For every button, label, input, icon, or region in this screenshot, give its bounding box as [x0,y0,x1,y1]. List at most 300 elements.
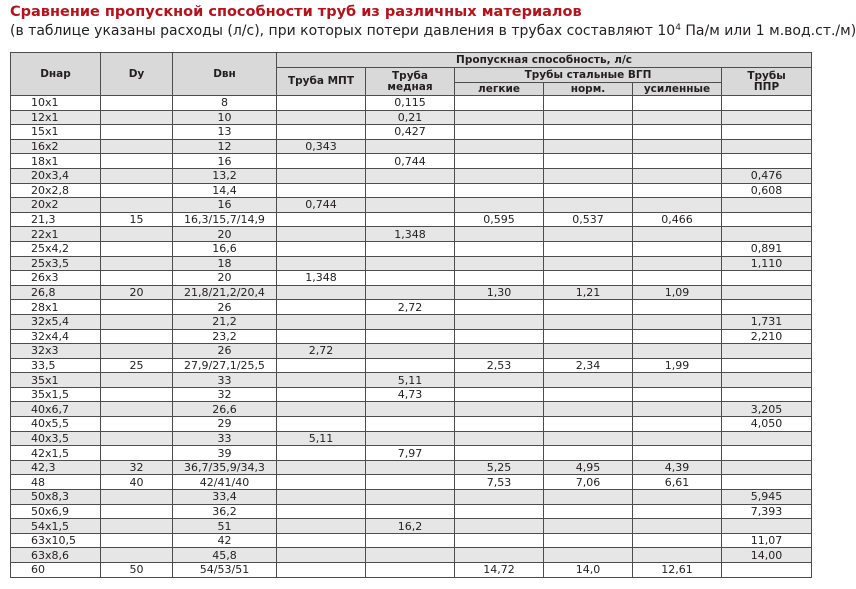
cell-d-nar: 42x1,5 [11,446,101,461]
cell-steel-reinforced [633,490,722,505]
cell-steel-reinforced [633,504,722,519]
cell-copper [366,139,455,154]
cell-d-nar: 42,3 [11,460,101,475]
cell-d-u [101,431,173,446]
cell-steel-norm [544,344,633,359]
cell-steel-norm [544,139,633,154]
cell-d-nar: 60 [11,563,101,578]
subtitle-text-end: Па/м или 1 м.вод.ст./м) [680,23,856,39]
cell-ppr: 0,608 [722,183,812,198]
cell-d-vn: 39 [173,446,277,461]
cell-mpt [277,563,366,578]
cell-steel-reinforced [633,183,722,198]
cell-ppr [722,344,812,359]
cell-steel-norm [544,504,633,519]
cell-ppr [722,96,812,111]
cell-ppr [722,387,812,402]
cell-steel-reinforced [633,519,722,534]
cell-ppr [722,285,812,300]
cell-d-u [101,256,173,271]
subtitle-exponent: 4 [675,23,681,33]
cell-ppr: 14,00 [722,548,812,563]
table-row [11,490,812,505]
cell-d-u [101,271,173,286]
cell-steel-norm [544,168,633,183]
cell-d-u [101,402,173,417]
cell-steel-reinforced [633,227,722,242]
cell-d-u [101,125,173,140]
table-row [11,446,812,461]
cell-steel-norm [544,548,633,563]
cell-d-nar: 40x3,5 [11,431,101,446]
cell-d-nar: 50x8,3 [11,490,101,505]
header-d-vn: Dвн [173,53,277,96]
table-row [11,402,812,417]
cell-d-vn: 32 [173,387,277,402]
cell-copper: 0,115 [366,96,455,111]
cell-steel-norm [544,256,633,271]
cell-mpt [277,125,366,140]
table-row [11,329,812,344]
header-steel: Трубы стальные ВГП [455,68,722,83]
cell-steel-reinforced [633,154,722,169]
cell-steel-norm [544,446,633,461]
cell-copper [366,504,455,519]
cell-steel-norm: 0,537 [544,212,633,227]
cell-ppr: 1,110 [722,256,812,271]
cell-steel-norm [544,373,633,388]
cell-mpt [277,519,366,534]
cell-mpt: 0,744 [277,198,366,213]
cell-steel-norm [544,227,633,242]
cell-steel-light [455,490,544,505]
cell-d-nar: 28x1 [11,300,101,315]
cell-steel-norm: 7,06 [544,475,633,490]
table-row [11,139,812,154]
cell-ppr: 5,945 [722,490,812,505]
cell-ppr [722,373,812,388]
cell-d-nar: 15x1 [11,125,101,140]
cell-ppr: 2,210 [722,329,812,344]
table-row [11,227,812,242]
header-ppr-line2: ППР [753,80,780,93]
table-row [11,344,812,359]
cell-mpt [277,314,366,329]
cell-d-u [101,344,173,359]
header-copper-line2: медная [387,80,433,93]
cell-copper: 0,744 [366,154,455,169]
cell-mpt [277,387,366,402]
cell-copper: 0,427 [366,125,455,140]
cell-steel-reinforced [633,271,722,286]
cell-mpt: 5,11 [277,431,366,446]
cell-ppr [722,139,812,154]
cell-d-u [101,241,173,256]
cell-copper: 7,97 [366,446,455,461]
cell-d-vn: 45,8 [173,548,277,563]
cell-copper: 2,72 [366,300,455,315]
cell-ppr [722,446,812,461]
cell-d-u [101,300,173,315]
cell-d-nar: 20x2,8 [11,183,101,198]
cell-d-vn: 26,6 [173,402,277,417]
cell-copper [366,402,455,417]
cell-steel-norm [544,533,633,548]
cell-copper: 4,73 [366,387,455,402]
cell-steel-light [455,417,544,432]
cell-mpt [277,475,366,490]
cell-d-vn: 42/41/40 [173,475,277,490]
cell-d-u [101,154,173,169]
cell-steel-reinforced [633,241,722,256]
cell-d-u [101,198,173,213]
cell-mpt: 0,343 [277,139,366,154]
cell-copper [366,285,455,300]
cell-steel-norm: 4,95 [544,460,633,475]
cell-ppr [722,431,812,446]
header-d-u: Dy [101,53,173,96]
cell-d-nar: 48 [11,475,101,490]
cell-mpt [277,358,366,373]
cell-d-u [101,96,173,111]
cell-d-vn: 21,2 [173,314,277,329]
cell-d-vn: 26 [173,300,277,315]
cell-d-u [101,110,173,125]
cell-d-u [101,139,173,154]
cell-d-vn: 23,2 [173,329,277,344]
cell-ppr: 7,393 [722,504,812,519]
table-row [11,154,812,169]
cell-steel-reinforced [633,125,722,140]
cell-steel-light [455,387,544,402]
cell-mpt [277,256,366,271]
cell-d-vn: 27,9/27,1/25,5 [173,358,277,373]
cell-steel-reinforced [633,387,722,402]
table-row [11,125,812,140]
cell-d-vn: 16 [173,198,277,213]
cell-d-vn: 10 [173,110,277,125]
cell-d-vn: 51 [173,519,277,534]
cell-d-nar: 12x1 [11,110,101,125]
cell-mpt [277,183,366,198]
cell-steel-reinforced [633,431,722,446]
header-mpt: Труба МПТ [277,68,366,96]
cell-mpt: 1,348 [277,271,366,286]
cell-steel-light [455,300,544,315]
cell-mpt [277,154,366,169]
table-row [11,563,812,578]
cell-mpt [277,460,366,475]
cell-steel-reinforced [633,96,722,111]
cell-mpt [277,446,366,461]
cell-steel-light [455,96,544,111]
cell-steel-reinforced: 4,39 [633,460,722,475]
cell-steel-light [455,139,544,154]
header-steel-reinforced: усиленные [633,83,722,96]
cell-steel-light: 1,30 [455,285,544,300]
page-subtitle [10,23,856,39]
table-row [11,519,812,534]
cell-mpt [277,533,366,548]
cell-steel-reinforced [633,344,722,359]
cell-d-nar: 63x8,6 [11,548,101,563]
cell-d-u [101,446,173,461]
cell-copper [366,358,455,373]
cell-ppr [722,300,812,315]
cell-steel-reinforced [633,373,722,388]
cell-ppr [722,227,812,242]
cell-copper [366,417,455,432]
cell-ppr [722,475,812,490]
cell-steel-light [455,198,544,213]
cell-steel-light [455,548,544,563]
cell-d-vn: 20 [173,271,277,286]
table-header [11,53,812,96]
cell-steel-light [455,504,544,519]
cell-steel-norm [544,110,633,125]
cell-steel-norm [544,125,633,140]
cell-d-nar: 20x2 [11,198,101,213]
table-row [11,373,812,388]
cell-ppr [722,110,812,125]
cell-d-vn: 33,4 [173,490,277,505]
cell-steel-light: 7,53 [455,475,544,490]
cell-d-vn: 12 [173,139,277,154]
cell-ppr [722,198,812,213]
capacity-table-container [10,52,812,578]
cell-steel-reinforced [633,446,722,461]
header-steel-norm: норм. [544,83,633,96]
cell-mpt [277,373,366,388]
table-row [11,110,812,125]
cell-ppr [722,271,812,286]
cell-ppr: 11,07 [722,533,812,548]
cell-d-nar: 26,8 [11,285,101,300]
cell-d-nar: 40x6,7 [11,402,101,417]
cell-d-u [101,548,173,563]
cell-steel-reinforced [633,168,722,183]
cell-steel-light [455,431,544,446]
cell-steel-reinforced: 1,09 [633,285,722,300]
cell-d-vn: 21,8/21,2/20,4 [173,285,277,300]
table-row [11,212,812,227]
cell-steel-light [455,125,544,140]
cell-d-nar: 26x3 [11,271,101,286]
cell-copper [366,212,455,227]
cell-ppr: 0,891 [722,241,812,256]
cell-steel-light [455,344,544,359]
cell-steel-reinforced [633,402,722,417]
capacity-table [10,52,812,578]
cell-copper: 1,348 [366,227,455,242]
cell-ppr: 4,050 [722,417,812,432]
cell-d-u [101,387,173,402]
cell-steel-light [455,183,544,198]
table-body [11,96,812,578]
cell-d-vn: 16,3/15,7/14,9 [173,212,277,227]
table-row [11,504,812,519]
cell-d-u [101,490,173,505]
table-row [11,183,812,198]
cell-d-vn: 29 [173,417,277,432]
cell-d-u [101,168,173,183]
cell-mpt [277,212,366,227]
cell-ppr [722,460,812,475]
cell-steel-reinforced [633,300,722,315]
cell-steel-norm: 1,21 [544,285,633,300]
cell-d-vn: 16 [173,154,277,169]
cell-mpt [277,110,366,125]
cell-d-nar: 40x5,5 [11,417,101,432]
cell-steel-reinforced [633,548,722,563]
cell-steel-norm [544,519,633,534]
cell-steel-reinforced: 0,466 [633,212,722,227]
cell-steel-light: 14,72 [455,563,544,578]
cell-d-nar: 35x1 [11,373,101,388]
cell-d-u [101,314,173,329]
cell-d-u [101,227,173,242]
cell-d-u [101,373,173,388]
cell-steel-light: 2,53 [455,358,544,373]
cell-d-nar: 50x6,9 [11,504,101,519]
table-row [11,460,812,475]
cell-d-u [101,417,173,432]
table-row [11,358,812,373]
cell-steel-light [455,314,544,329]
cell-steel-light [455,256,544,271]
cell-copper [366,256,455,271]
header-copper [366,68,455,96]
cell-d-u: 32 [101,460,173,475]
cell-d-nar: 20x3,4 [11,168,101,183]
cell-d-nar: 32x5,4 [11,314,101,329]
cell-steel-light [455,446,544,461]
cell-d-nar: 21,3 [11,212,101,227]
cell-d-vn: 8 [173,96,277,111]
cell-d-nar: 22x1 [11,227,101,242]
cell-ppr [722,212,812,227]
cell-mpt [277,548,366,563]
cell-steel-reinforced [633,198,722,213]
cell-steel-light [455,329,544,344]
cell-mpt [277,227,366,242]
cell-steel-light [455,373,544,388]
cell-d-nar: 25x4,2 [11,241,101,256]
cell-steel-light: 5,25 [455,460,544,475]
cell-ppr [722,154,812,169]
cell-steel-norm [544,431,633,446]
table-row [11,300,812,315]
cell-d-vn: 42 [173,533,277,548]
cell-mpt [277,417,366,432]
cell-steel-norm [544,241,633,256]
cell-steel-norm [544,490,633,505]
cell-mpt [277,285,366,300]
cell-steel-norm [544,271,633,286]
cell-copper [366,490,455,505]
table-row [11,96,812,111]
cell-steel-light [455,227,544,242]
cell-steel-norm [544,329,633,344]
cell-d-vn: 54/53/51 [173,563,277,578]
cell-steel-norm: 14,0 [544,563,633,578]
cell-d-nar: 10x1 [11,96,101,111]
cell-steel-norm [544,183,633,198]
cell-d-u [101,504,173,519]
cell-d-nar: 33,5 [11,358,101,373]
cell-d-u [101,329,173,344]
cell-steel-light [455,271,544,286]
cell-d-vn: 36,7/35,9/34,3 [173,460,277,475]
table-row [11,241,812,256]
cell-d-vn: 33 [173,373,277,388]
cell-d-u: 40 [101,475,173,490]
cell-copper [366,563,455,578]
cell-ppr [722,358,812,373]
cell-steel-reinforced [633,110,722,125]
page-title: Сравнение пропускной способности труб из различных материалов [10,4,582,20]
cell-mpt [277,504,366,519]
table-row [11,256,812,271]
cell-d-nar: 18x1 [11,154,101,169]
cell-steel-norm [544,198,633,213]
header-capacity: Пропускная способность, л/с [277,53,812,68]
cell-d-u: 50 [101,563,173,578]
table-row [11,198,812,213]
cell-copper [366,431,455,446]
cell-steel-light [455,402,544,417]
cell-steel-reinforced: 12,61 [633,563,722,578]
cell-steel-reinforced [633,314,722,329]
cell-d-nar: 63x10,5 [11,533,101,548]
cell-steel-norm: 2,34 [544,358,633,373]
cell-steel-reinforced: 6,61 [633,475,722,490]
cell-steel-norm [544,417,633,432]
cell-steel-reinforced [633,256,722,271]
cell-steel-reinforced [633,139,722,154]
cell-steel-reinforced: 1,99 [633,358,722,373]
cell-steel-light [455,519,544,534]
cell-ppr [722,519,812,534]
cell-d-vn: 16,6 [173,241,277,256]
cell-copper [366,183,455,198]
table-row [11,271,812,286]
cell-steel-light: 0,595 [455,212,544,227]
header-steel-light: легкие [455,83,544,96]
cell-d-vn: 13 [173,125,277,140]
cell-copper [366,460,455,475]
cell-d-vn: 33 [173,431,277,446]
cell-copper [366,314,455,329]
cell-d-vn: 18 [173,256,277,271]
cell-copper [366,533,455,548]
cell-mpt [277,300,366,315]
cell-ppr [722,563,812,578]
cell-mpt: 2,72 [277,344,366,359]
cell-d-vn: 36,2 [173,504,277,519]
cell-d-nar: 35x1,5 [11,387,101,402]
table-row [11,475,812,490]
cell-copper: 16,2 [366,519,455,534]
cell-d-u: 25 [101,358,173,373]
cell-steel-light [455,533,544,548]
cell-d-vn: 26 [173,344,277,359]
table-row [11,285,812,300]
header-copper-line1: Труба [392,69,428,82]
table-row [11,168,812,183]
table-row [11,387,812,402]
cell-steel-norm [544,154,633,169]
